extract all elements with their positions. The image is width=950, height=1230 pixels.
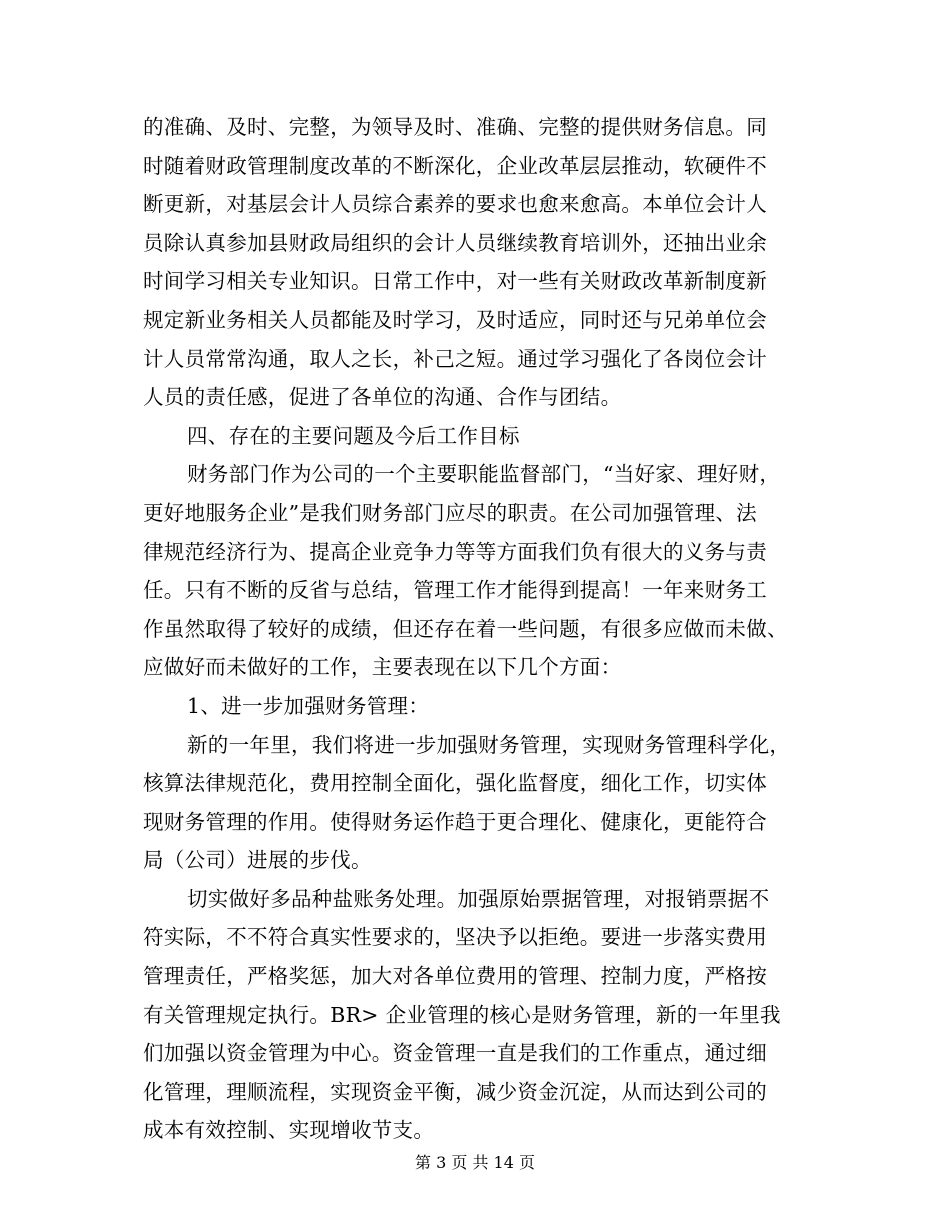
text-line: 时随着财政管理制度改革的不断深化，企业改革层层推动，软硬件不 bbox=[143, 153, 767, 178]
text-line: 的准确、及时、完整，为领导及时、准确、完整的提供财务信息。同 bbox=[143, 115, 767, 139]
text-line: 任。只有不断的反省与总结，管理工作才能得到提高！一年来财务工 bbox=[143, 578, 767, 603]
text-line: 断更新，对基层会计人员综合素养的要求也愈来愈高。本单位会计人 bbox=[143, 192, 767, 217]
text-line: 律规范经济行为、提高企业竞争力等等方面我们负有很大的义务与责 bbox=[143, 539, 767, 564]
text-line: 作虽然取得了较好的成绩，但还存在着一些问题，有很多应做而未做、 bbox=[143, 616, 788, 641]
text-line: 化管理，理顺流程，实现资金平衡，减少资金沉淀，从而达到公司的 bbox=[143, 1079, 767, 1104]
document-body bbox=[143, 108, 807, 1150]
text-line: 新的一年里，我们将进一步加强财务管理，实现财务管理科学化， bbox=[187, 732, 791, 757]
text-line: 切实做好多品种盐账务处理。加强原始票据管理，对报销票据不 bbox=[187, 886, 770, 911]
text-line: 核算法律规范化，费用控制全面化，强化监督度，细化工作，切实体 bbox=[143, 771, 767, 796]
page-number-footer: 第 3 页 共 14 页 bbox=[415, 1153, 535, 1172]
text-line: 四、存在的主要问题及今后工作目标 bbox=[187, 423, 520, 448]
text-line: 员除认真参加县财政局组织的会计人员继续教育培训外，还抽出业余 bbox=[143, 230, 767, 255]
text-line: 符实际，不不符合真实性要求的，坚决予以拒绝。要进一步落实费用 bbox=[143, 925, 767, 950]
text-line: 1、进一步加强财务管理： bbox=[187, 693, 430, 718]
text-line: 规定新业务相关人员都能及时学习，及时适应，同时还与兄弟单位会 bbox=[143, 307, 767, 332]
text-line: 人员的责任感，促进了各单位的沟通、合作与团结。 bbox=[143, 385, 622, 410]
text-line: 应做好而未做好的工作，主要表现在以下几个方面： bbox=[143, 655, 622, 680]
text-line: 有关管理规定执行。BR> 企业管理的核心是财务管理，新的一年里我 bbox=[143, 1002, 781, 1027]
text-line: 更好地服务企业”是我们财务部门应尽的职责。在公司加强管理、法 bbox=[143, 500, 757, 525]
text-line: 局（公司）进展的步伐。 bbox=[143, 848, 372, 873]
text-line: 们加强以资金管理为中心。资金管理一直是我们的工作重点，通过细 bbox=[143, 1041, 767, 1066]
text-line: 时间学习相关专业知识。日常工作中，对一些有关财政改革新制度新 bbox=[143, 269, 767, 294]
text-line: 计人员常常沟通，取人之长，补己之短。通过学习强化了各岗位会计 bbox=[143, 346, 767, 371]
text-line: 现财务管理的作用。使得财务运作趋于更合理化、健康化，更能符合 bbox=[143, 809, 767, 834]
text-line: 成本有效控制、实现增收节支。 bbox=[143, 1118, 435, 1143]
text-line: 财务部门作为公司的一个主要职能监督部门，“当好家、理好财， bbox=[187, 462, 781, 487]
text-line: 管理责任，严格奖惩，加大对各单位费用的管理、控制力度，严格按 bbox=[143, 964, 767, 989]
